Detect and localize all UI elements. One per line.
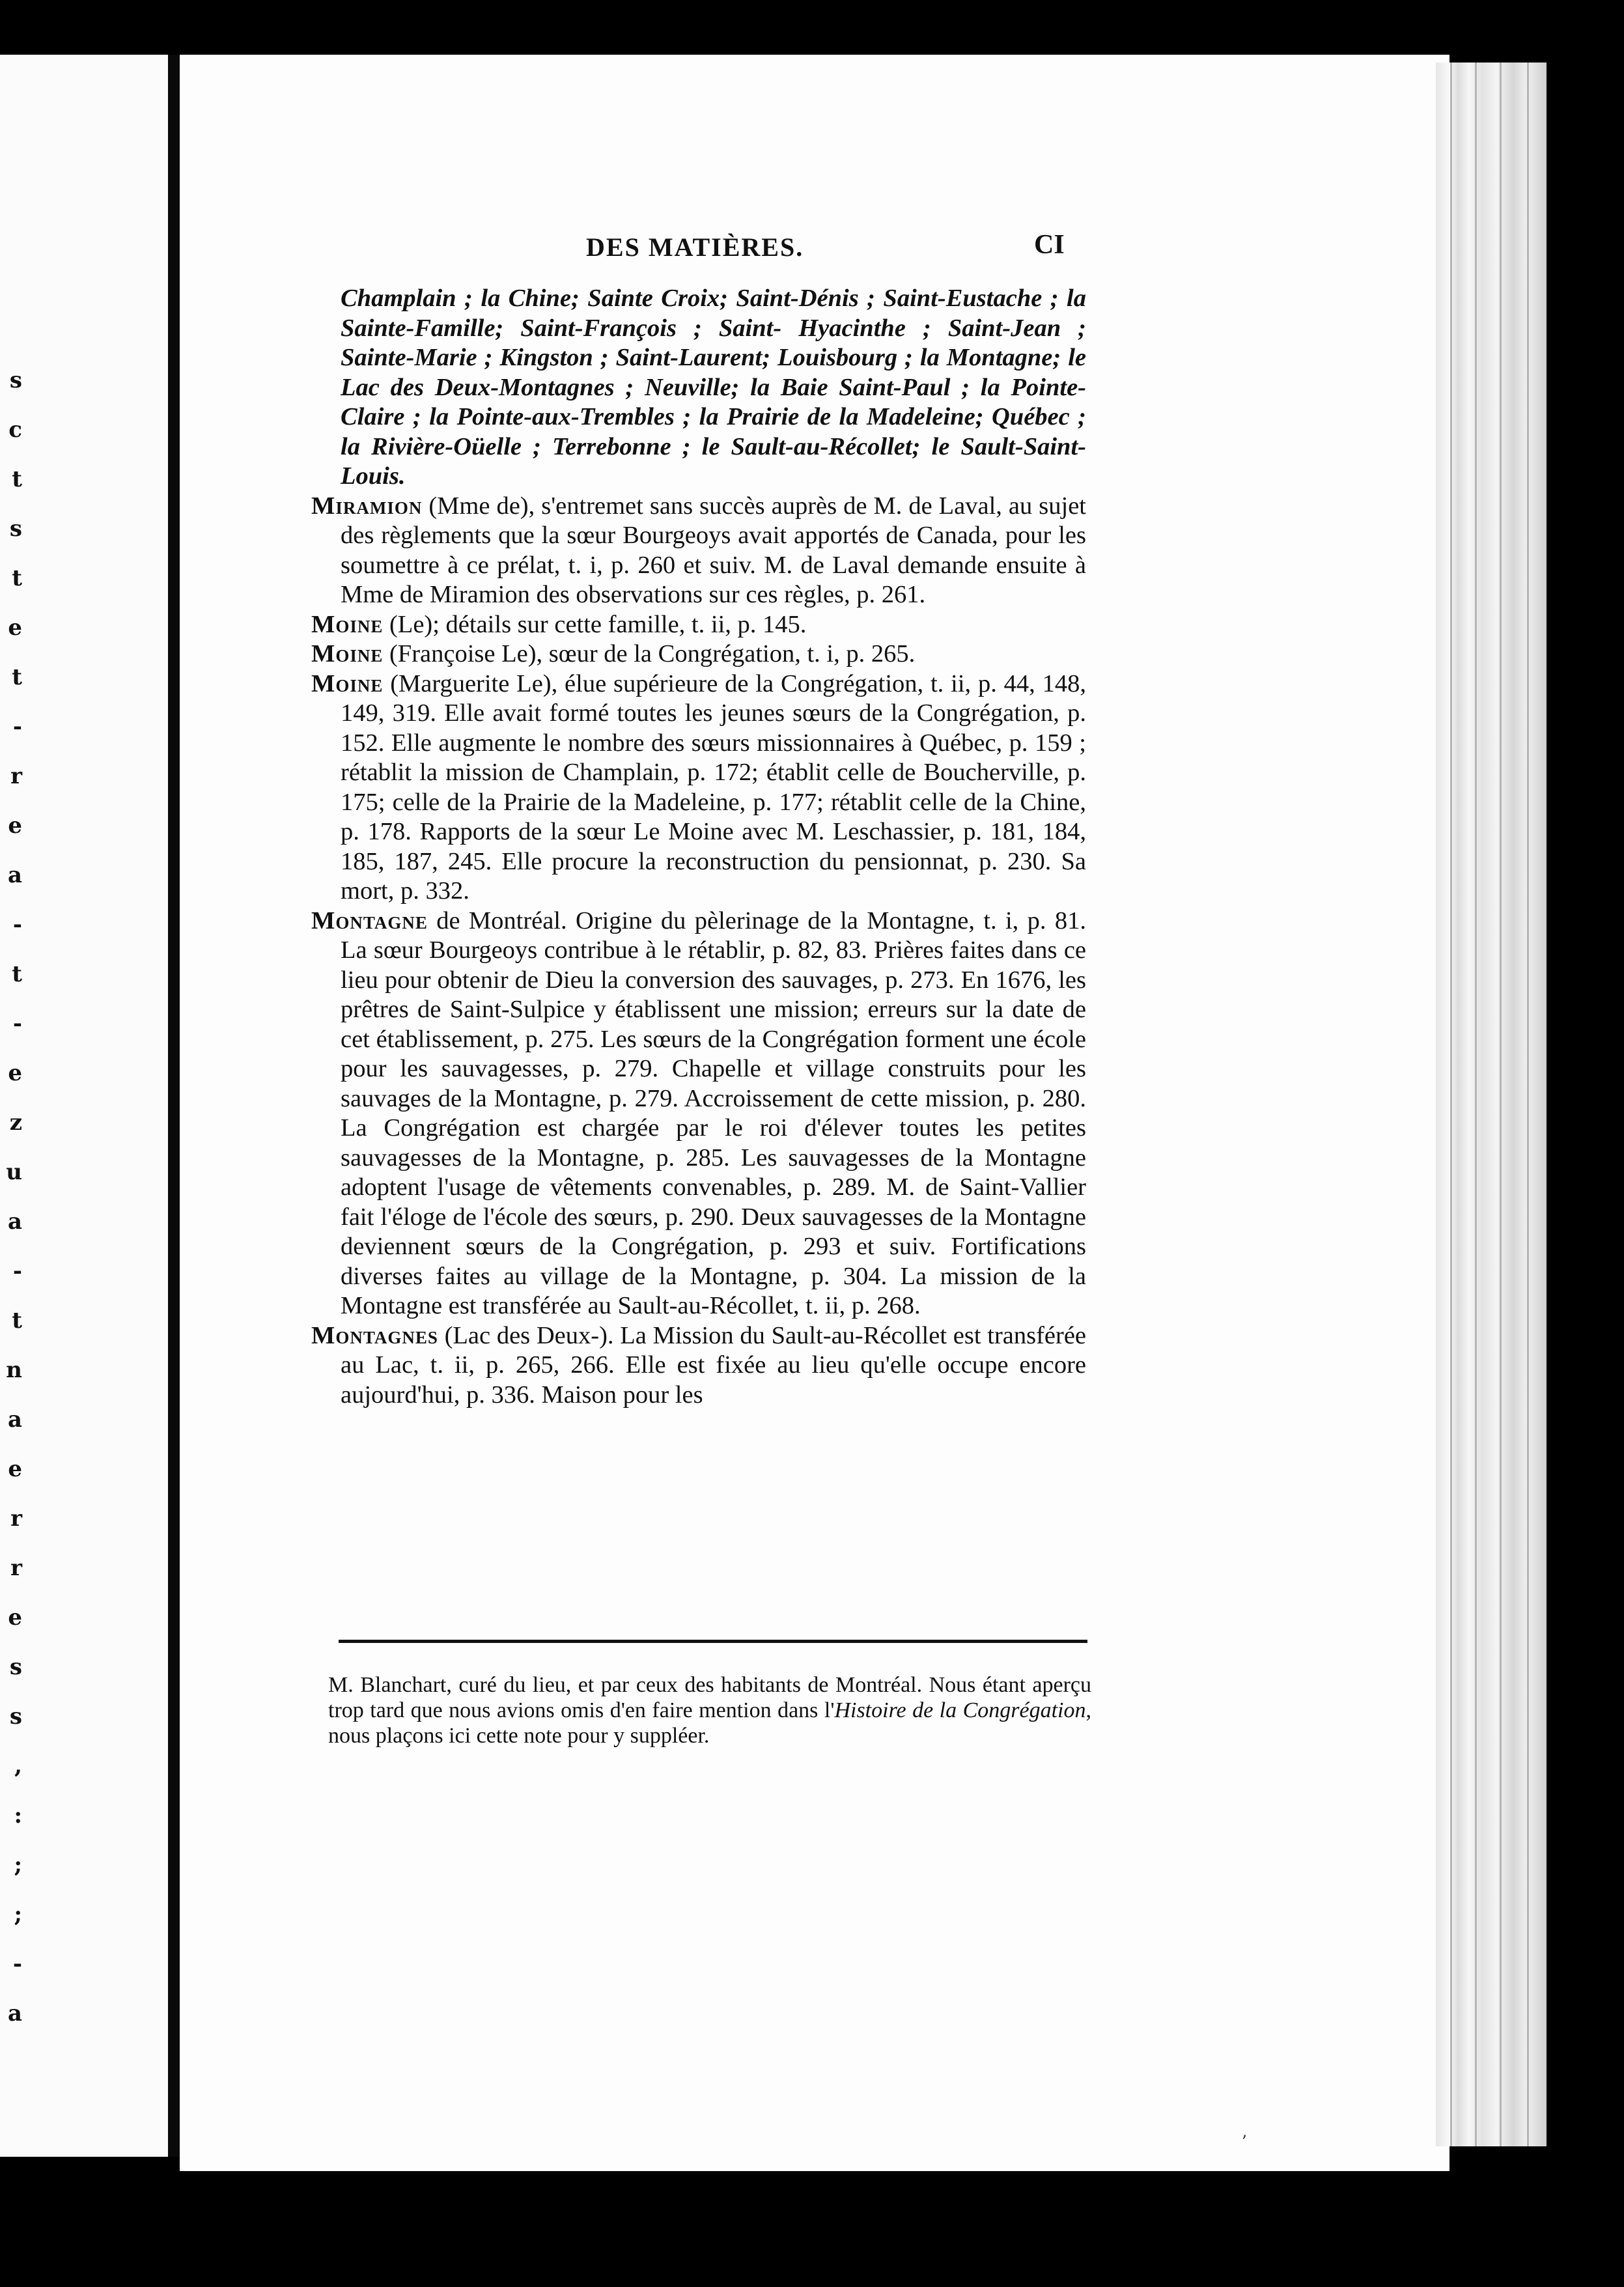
index-headword: Montagne (311, 906, 428, 934)
index-headword: Moine (311, 640, 384, 667)
margin-fragment: e (8, 1456, 22, 1482)
margin-fragment: t (12, 1308, 22, 1334)
margin-fragment: a (7, 1209, 22, 1235)
margin-fragment: r (10, 1555, 22, 1581)
margin-fragment: r (10, 1506, 22, 1532)
margin-fragment: : (14, 1803, 22, 1829)
index-entry-text: (Lac des Deux-). La Mission du Sault-au-Récollet est transférée au Lac, t. ii, p. 265, 266. Elle est fixée au lieu qu'elle occupe encore aujourd'hui, p. 336. Maison pour les (341, 1321, 1086, 1409)
index-entry-text: (Mme de), s'entremet sans succès auprès de M. de Laval, au sujet des règlements que la sœur Bourgeoys avait apportés de Canada, pour les soumettre à ce prélat, t. i, p. 260 et suiv. M. de Laval demande ensuite à Mme de Miramion des observations sur ces règles, p. 261. (341, 492, 1086, 608)
index-entry (311, 492, 1086, 610)
index-headword: Montagnes (311, 1321, 438, 1349)
margin-fragment: r (10, 763, 22, 789)
index-entry (311, 1321, 1086, 1410)
margin-fragment: z (9, 1110, 22, 1136)
margin-fragment: e (8, 1605, 22, 1631)
footnote-text: M. Blanchart, curé du lieu, et par ceux des habitants de Montréal. Nous étant aperçu trop tard que nous avions omis d'en faire mention dans l' (328, 1673, 1091, 1722)
index-entry-text: de Montréal. Origine du pèlerinage de la Montagne, t. i, p. 81. La sœur Bourgeoys contribue à le rétablir, p. 82, 83. Prières faites dans ce lieu pour obtenir de Dieu la conversion des sauvages, p. 273. En 1676, les prêtres de Saint-Sulpice y établissent une mission; erreurs sur la date de cet établissement, p. 275. Les sœurs de la Congrégation forment une école pour les sauvagesses, p. 279. Chapelle et village construits pour les sauvages de la Montagne, p. 279. Accroissement de cette mission, p. 280. La Congrégation est chargée par le roi d'élever toutes les petites sauvagesses de la Montagne, p. 285. Les sauvagesses de la Montagne adoptent l'usage de vêtements convenables, p. 289. M. de Saint-Vallier fait l'éloge de l'école des sœurs, p. 290. Deux sauvagesses de la Montagne deviennent sœurs de la Congrégation, p. 293 et suiv. Fortifications diverses faites au village de la Montagne, p. 304. La mission de la Montagne est transférée au Sault-au-Récollet, t. ii, p. 268. (341, 906, 1086, 1319)
left-facing-page (0, 55, 168, 2157)
margin-fragment: ; (14, 1852, 22, 1878)
index-headword: Moine (311, 669, 384, 697)
margin-fragment: a (7, 862, 22, 888)
index-entry-text: Champlain ; la Chine; Sainte Croix; Saint-Dénis ; Saint-Eustache ; la Sainte-Famille; Saint-François ; Saint- Hyacinthe ; Saint-Jean ; Sainte-Marie ; Kingston ; Saint-Laurent; Louisbourg ; la Montagne; le Lac des Deux-Montagnes ; Neuville; la Baie Saint-Paul ; la Pointe-Claire ; la Pointe-aux-Trembles ; la Prairie de la Madeleine; Québec ; la Rivière-Oüelle ; Terrebonne ; le Sault-au-Récollet; le Sault-Saint-Louis. (341, 285, 1086, 490)
index-entry (311, 639, 1086, 669)
margin-fragment: - (12, 1258, 22, 1284)
index-entry-text: (Le); détails sur cette famille, t. ii, p. 145. (383, 610, 807, 638)
margin-fragment: - (12, 1951, 22, 1977)
footnote-rule (339, 1640, 1087, 1643)
margin-fragment: t (12, 565, 22, 591)
index-entry (311, 669, 1086, 906)
margin-fragment: , (14, 1753, 22, 1779)
margin-fragment: n (6, 1357, 22, 1383)
margin-fragment: e (8, 1060, 22, 1086)
margin-fragment: e (8, 813, 22, 839)
margin-fragment: t (12, 664, 22, 690)
page-number: CI (1034, 230, 1065, 260)
running-head: DES MATIÈRES. (586, 232, 804, 262)
margin-fragment: t (12, 961, 22, 987)
footnote-text-end: , nous plaçons ici cette note pour y suppléer. (328, 1698, 1092, 1748)
index-entries (311, 284, 1086, 1410)
index-headword: Miramion (311, 492, 423, 520)
index-headword: Moine (311, 610, 384, 638)
left-page-margin-fragments (0, 55, 26, 2157)
margin-fragment: s (9, 1704, 22, 1730)
margin-fragment: - (12, 912, 22, 938)
margin-fragment: s (9, 1654, 22, 1680)
footnote-italic-title: Histoire de la Congrégation (834, 1698, 1086, 1722)
margin-fragment: t (12, 466, 22, 492)
margin-fragment: ; (14, 1901, 22, 1928)
margin-fragment: - (12, 1011, 22, 1037)
index-entry-text: (Marguerite Le), élue supérieure de la Congrégation, t. ii, p. 44, 148, 149, 319. Elle avait formé toutes les jeunes sœurs de la Congrégation, p. 152. Elle augmente le nombre des sœurs missionnaires à Québec, p. 159 ; rétablit la mission de Champlain, p. 172; établit celle de Boucherville, p. 175; celle de la Prairie de la Madeleine, p. 177; rétablit celle de la Chine, p. 178. Rapports de la sœur Le Moine avec M. Leschassier, p. 181, 184, 185, 187, 245. Elle procure la reconstruction du pensionnat, p. 230. Sa mort, p. 332. (341, 669, 1086, 905)
bottom-speck: ʼ (1241, 2133, 1247, 2152)
index-entry (311, 610, 1086, 640)
book-gutter (168, 55, 180, 2157)
page-edges (1436, 63, 1547, 2146)
margin-fragment: e (8, 615, 22, 641)
margin-fragment: c (8, 417, 22, 443)
index-entry (311, 906, 1086, 1321)
margin-fragment: - (12, 714, 22, 740)
index-entry-continuation (311, 284, 1086, 492)
margin-fragment: s (9, 367, 22, 393)
margin-fragment: a (7, 1407, 22, 1433)
footnote (328, 1672, 1091, 1748)
margin-fragment: a (7, 2000, 22, 2027)
index-entry-text: (Françoise Le), sœur de la Congrégation, t. i, p. 265. (383, 640, 916, 667)
margin-fragment: s (9, 516, 22, 542)
margin-fragment: u (6, 1159, 22, 1185)
